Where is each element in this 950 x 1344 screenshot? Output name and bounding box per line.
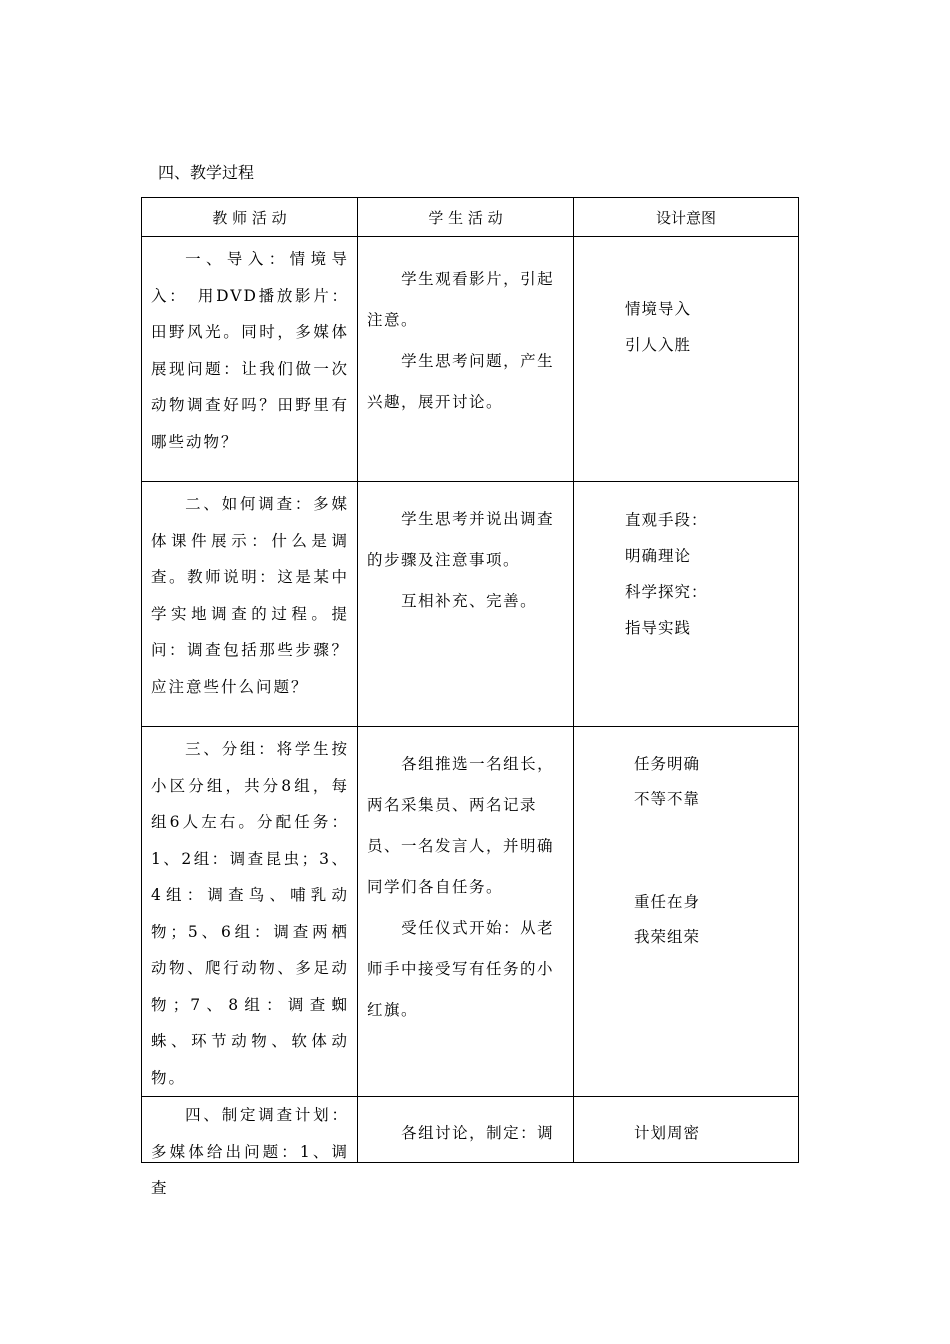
table-row xyxy=(142,1097,799,1163)
design-text: 情境导入 xyxy=(625,300,692,318)
table-row xyxy=(142,237,799,482)
section-title: 四、教学过程 xyxy=(158,163,255,182)
design-text: 明确理论 xyxy=(625,547,692,565)
student-text: 互相补充、完善。 xyxy=(401,592,538,610)
student-text: 受任仪式开始：从老师手中接受写有任务的小红旗。 xyxy=(367,919,555,1019)
student-text: 学生观看影片，引起注意。 xyxy=(367,270,555,329)
table-row xyxy=(142,482,799,727)
header-design-intent: 设计意图 xyxy=(574,198,799,237)
student-cell xyxy=(358,727,574,1097)
design-spacer xyxy=(634,816,798,851)
teacher-cell xyxy=(142,237,358,482)
design-text: 直观手段： xyxy=(625,511,708,529)
design-cell xyxy=(574,1097,799,1163)
design-spacer xyxy=(634,851,798,886)
design-text: 不等不靠 xyxy=(634,789,701,808)
teacher-text: 一、导入：情境导入： 用DVD播放影片：田野风光。同时，多媒体展现问题：让我们做一次动物调查好吗？田野里有哪些动物？ xyxy=(151,250,349,451)
student-cell xyxy=(358,1097,574,1163)
table-row xyxy=(142,727,799,1097)
student-cell xyxy=(358,237,574,482)
header-student-activity: 学 生 活 动 xyxy=(358,198,574,237)
student-text: 各组推选一名组长，两名采集员、两名记录员、一名发言人，并明确同学们各自任务。 xyxy=(367,755,555,896)
teacher-text: 四、制定调查计划：多媒体给出问题：1、调查 xyxy=(151,1106,349,1197)
design-cell xyxy=(574,237,799,482)
design-text: 计划周密 xyxy=(634,1124,701,1142)
table-header-row xyxy=(142,198,799,237)
student-text: 学生思考并说出调查的步骤及注意事项。 xyxy=(367,510,555,569)
design-text: 我荣组荣 xyxy=(634,927,701,946)
teacher-cell xyxy=(142,482,358,727)
design-cell xyxy=(574,727,799,1097)
header-teacher-activity: 教 师 活 动 xyxy=(142,198,358,237)
student-cell xyxy=(358,482,574,727)
teacher-cell xyxy=(142,1097,358,1197)
design-text: 重任在身 xyxy=(634,893,701,911)
design-cell xyxy=(574,482,799,727)
teacher-text: 二、如何调查：多媒体课件展示：什么是调查。教师说明：这是某中学实地调查的过程。提问：调查包括那些步骤？应注意些什么问题？ xyxy=(151,495,349,696)
teacher-text: 三、分组：将学生按小区分组，共分8组，每组6人左右。分配任务：1、2组：调查昆虫；3、4组：调查鸟、哺乳动物；5、6组：调查两栖动物、爬行动物、多足动物；7、8组：调查蜘蛛、环节动物、软体动物。 xyxy=(151,740,349,1087)
student-text: 学生思考问题，产生兴趣，展开讨论。 xyxy=(367,352,555,411)
student-text: 各组讨论，制定：调 xyxy=(401,1124,555,1142)
design-text: 指导实践 xyxy=(625,619,692,637)
design-text: 任务明确 xyxy=(634,755,701,773)
design-text: 引人入胜 xyxy=(625,336,692,354)
teaching-process-table xyxy=(141,197,799,1197)
teacher-cell xyxy=(142,727,358,1097)
design-text: 科学探究： xyxy=(625,583,708,601)
